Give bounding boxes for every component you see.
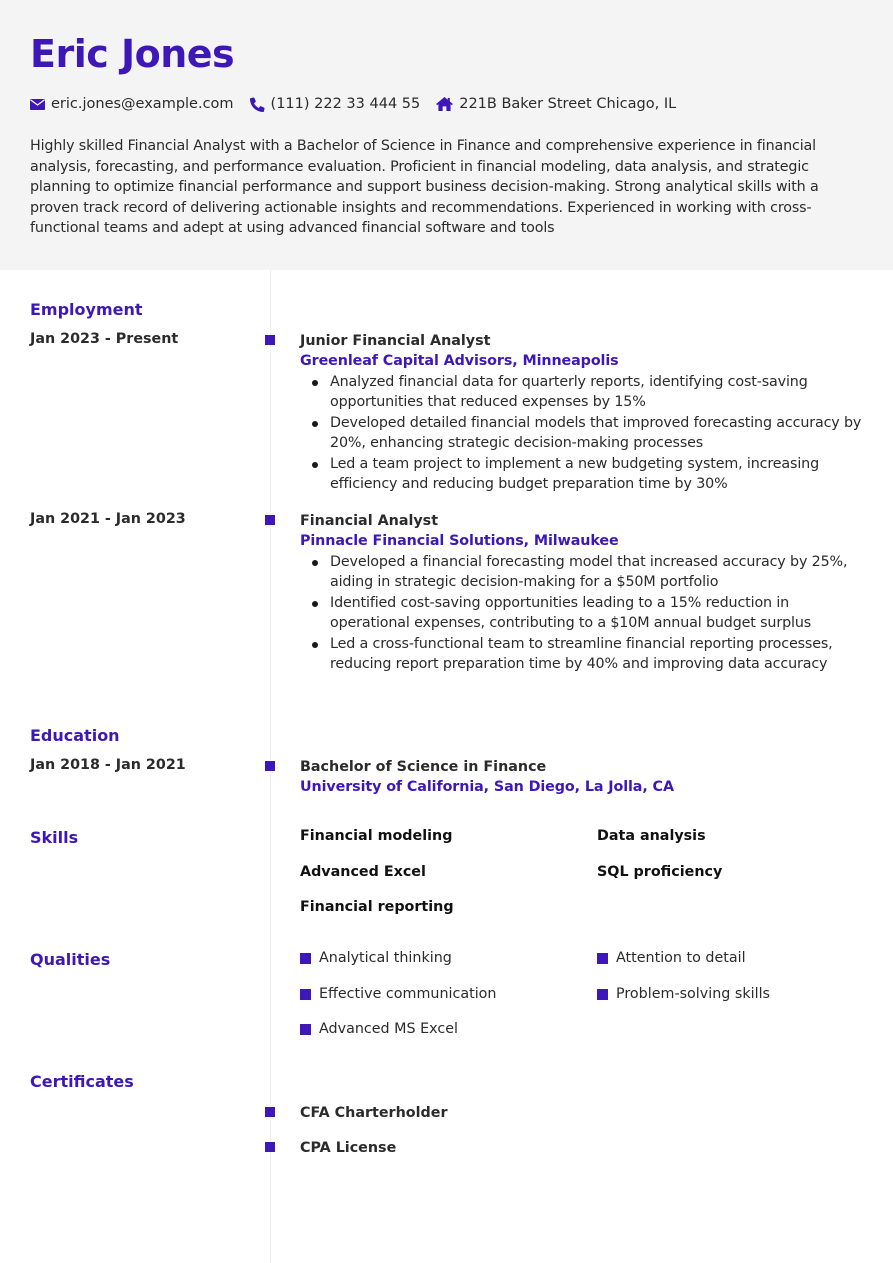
achievement-list (300, 372, 870, 495)
skill-item: Financial modeling (300, 828, 453, 844)
quality-item (300, 1021, 458, 1037)
quality-label: Effective communication (319, 986, 497, 1002)
square-bullet-icon (300, 953, 311, 964)
quality-label: Attention to detail (616, 950, 746, 966)
timeline-marker (265, 761, 275, 771)
degree-title: Bachelor of Science in Finance (300, 759, 547, 775)
entry-date: Jan 2023 - Present (30, 331, 179, 347)
section-title-skills: Skills (30, 828, 79, 847)
section-title-qualities: Qualities (30, 950, 111, 969)
phone-text: (111) 222 33 444 55 (270, 96, 421, 112)
email-text: eric.jones@example.com (51, 96, 234, 112)
section-title-employment: Employment (30, 300, 143, 319)
quality-item (300, 950, 452, 966)
company-name: Pinnacle Financial Solutions, Milwaukee (300, 533, 619, 549)
square-bullet-icon (597, 953, 608, 964)
candidate-name: Eric Jones (30, 32, 235, 76)
professional-summary: Highly skilled Financial Analyst with a Bachelor of Science in Finance and comprehensive experience in financial analysis, forecasting, and performance evaluation. Proficient in financial modeling, data analysis, and strategic planning to optimize financial performance and support business decision-making. Strong analytical skills with a proven track record of delivering actionable insights and recommendations. Experienced in working with cross-functional teams and adept at using advanced financial software and tools (30, 138, 819, 237)
achievement-list (300, 552, 870, 675)
quality-item (597, 986, 770, 1002)
job-title: Financial Analyst (300, 513, 439, 529)
contact-address[interactable] (436, 96, 676, 112)
achievement-item: Led a cross-functional team to streamline financial reporting processes, reducing report preparation time by 40% and improving data accuracy (300, 634, 870, 675)
phone-icon (250, 97, 265, 112)
achievement-item: Developed a financial forecasting model that increased accuracy by 25%, aiding in strategic decision-making for a $50M portfolio (300, 552, 870, 593)
entry-body (300, 511, 870, 675)
address-text: 221B Baker Street Chicago, IL (459, 96, 677, 112)
quality-item (300, 986, 496, 1002)
entry-date: Jan 2018 - Jan 2021 (30, 757, 186, 773)
contact-phone[interactable] (250, 96, 421, 112)
square-bullet-icon (300, 1024, 311, 1035)
entry-body (300, 1138, 870, 1158)
timeline-marker (265, 1142, 275, 1152)
entry-date: Jan 2021 - Jan 2023 (30, 511, 186, 527)
square-bullet-icon (300, 989, 311, 1000)
entry-body (300, 1103, 870, 1123)
timeline-marker (265, 1107, 275, 1117)
school-name: University of California, San Diego, La Jolla, CA (300, 779, 674, 795)
timeline-marker (265, 335, 275, 345)
quality-item (597, 950, 746, 966)
home-icon (436, 97, 453, 111)
skill-item: Data analysis (597, 828, 706, 844)
contact-email[interactable] (30, 96, 234, 112)
quality-label: Problem-solving skills (616, 986, 770, 1002)
achievement-item: Identified cost-saving opportunities leading to a 15% reduction in operational expenses, contributing to a $10M annual budget surplus (300, 593, 870, 634)
certificate-name: CFA Charterholder (300, 1105, 448, 1121)
achievement-item: Analyzed financial data for quarterly reports, identifying cost-saving opportunities that reduced expenses by 15% (300, 372, 870, 413)
certificate-name: CPA License (300, 1140, 397, 1156)
skill-item: Advanced Excel (300, 864, 426, 880)
square-bullet-icon (597, 989, 608, 1000)
skill-item: SQL proficiency (597, 864, 723, 880)
achievement-item: Led a team project to implement a new budgeting system, increasing efficiency and reducing budget preparation time by 30% (300, 454, 870, 495)
entry-body (300, 331, 870, 495)
job-title: Junior Financial Analyst (300, 333, 491, 349)
envelope-icon (30, 99, 45, 110)
achievement-item: Developed detailed financial models that improved forecasting accuracy by 20%, enhancing strategic decision-making processes (300, 413, 870, 454)
contact-bar (30, 94, 863, 114)
company-name: Greenleaf Capital Advisors, Minneapolis (300, 353, 619, 369)
entry-body (300, 757, 870, 798)
resume-header (0, 0, 893, 270)
section-title-education: Education (30, 726, 120, 745)
skill-item: Financial reporting (300, 899, 454, 915)
quality-label: Analytical thinking (319, 950, 452, 966)
quality-label: Advanced MS Excel (319, 1021, 458, 1037)
section-title-certificates: Certificates (30, 1072, 134, 1091)
timeline-marker (265, 515, 275, 525)
